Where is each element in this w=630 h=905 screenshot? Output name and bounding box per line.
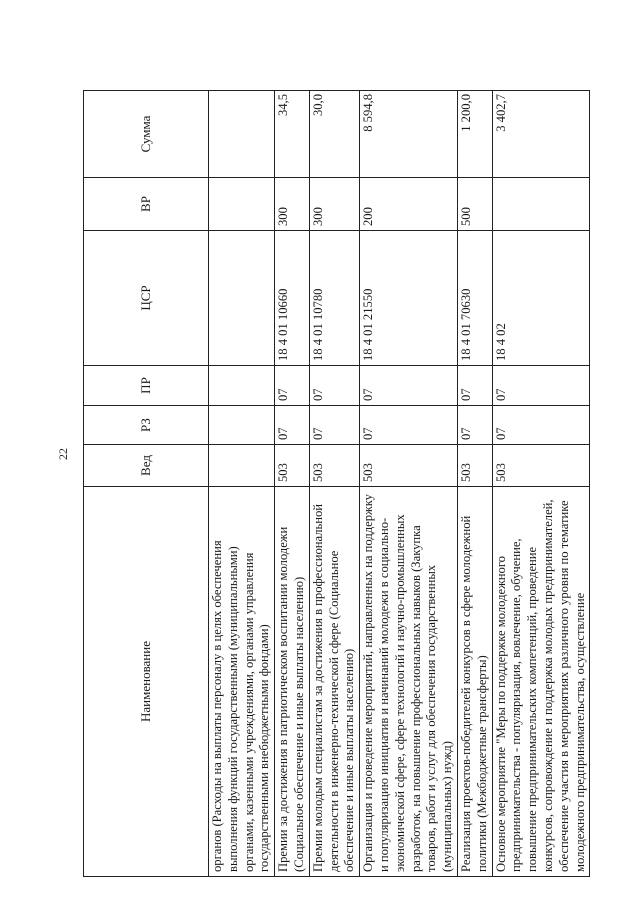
cell-pr: 07 (309, 366, 359, 406)
cell-sum: 1 200,0 (457, 91, 492, 178)
header-ved: Вед (84, 445, 209, 487)
cell-name: Организация и проведение мероприятий, направленных на поддержку и популяризацию инициатив и начинаний молодежи в социально-экономической сфере, сфере технологий и научно-промышленных разработок, на повышение профессиональных навыков (Закупка товаров, работ и услуг для обеспечения государственных (муниципальных) нужд) (360, 487, 458, 877)
cell-sum: 8 594,8 (360, 91, 458, 178)
table-row (309, 91, 359, 877)
cell-rz: 07 (457, 406, 492, 445)
rotated-budget-table (83, 91, 612, 877)
header-vr: ВР (84, 178, 209, 231)
cell-rz: 07 (309, 406, 359, 445)
cell-sum: 30,0 (309, 91, 359, 178)
cell-vr: 200 (360, 178, 458, 231)
cell-sum: 34,5 (275, 91, 310, 178)
cell-rz: 07 (492, 406, 590, 445)
cell-name: Реализация проектов-победителей конкурсов в сфере молодежной политики (Межбюджетные трансферты) (457, 487, 492, 877)
table-row (275, 91, 310, 877)
cell-sum (209, 91, 275, 178)
cell-pr: 07 (360, 366, 458, 406)
cell-name: Премии молодым специалистам за достижения в профессиональной деятельности в инженерно-технической сфере (Социальное обеспечение и иные выплаты населению) (309, 487, 359, 877)
header-csr: ЦСР (84, 231, 209, 366)
cell-rz: 07 (275, 406, 310, 445)
cell-csr: 18 4 01 10660 (275, 231, 310, 366)
table-row (209, 91, 275, 877)
cell-pr: 07 (492, 366, 590, 406)
cell-vr: 300 (309, 178, 359, 231)
cell-ved: 503 (457, 445, 492, 487)
page-number: 22 (56, 448, 70, 460)
cell-name: Основное мероприятие "Меры по поддержке молодежного предпринимательства - популяризация, вовлечение, обучение, повышение предпринимательских компетенций, проведение конкурсов, сопровождение и поддержка молодых предпринимателей, обеспечение участия в мероприятиях различного уровня по тематике молодежного предпринимательства, осуществление (492, 487, 590, 877)
header-name: Наименование (84, 487, 209, 877)
cell-vr (209, 178, 275, 231)
header-row (84, 91, 209, 877)
cell-vr (492, 178, 590, 231)
cell-pr: 07 (457, 366, 492, 406)
header-rz: РЗ (84, 406, 209, 445)
cell-csr (209, 231, 275, 366)
cell-ved: 503 (360, 445, 458, 487)
cell-rz: 07 (360, 406, 458, 445)
header-sum: Сумма (84, 91, 209, 178)
cell-pr (209, 366, 275, 406)
cell-ved: 503 (275, 445, 310, 487)
cell-csr: 18 4 01 70630 (457, 231, 492, 366)
cell-vr: 500 (457, 178, 492, 231)
cell-sum: 3 402,7 (492, 91, 590, 178)
table-row (492, 91, 590, 877)
cell-ved: 503 (309, 445, 359, 487)
cell-name: органов (Расходы на выплаты персоналу в целях обеспечения выполнения функций государственными (муниципальными) органами, казенными учреждениями, органами управления государственными внебюджетными фондами) (209, 487, 275, 877)
header-pr: ПР (84, 366, 209, 406)
table-row (360, 91, 458, 877)
cell-csr: 18 4 01 21550 (360, 231, 458, 366)
cell-csr: 18 4 02 (492, 231, 590, 366)
cell-name: Премии за достижения в патриотическом воспитании молодежи (Социальное обеспечение и иные выплаты населению) (275, 487, 310, 877)
budget-table (83, 90, 590, 877)
cell-ved (209, 445, 275, 487)
cell-csr: 18 4 01 10780 (309, 231, 359, 366)
cell-ved: 503 (492, 445, 590, 487)
table-row (457, 91, 492, 877)
cell-vr: 300 (275, 178, 310, 231)
cell-pr: 07 (275, 366, 310, 406)
cell-rz (209, 406, 275, 445)
